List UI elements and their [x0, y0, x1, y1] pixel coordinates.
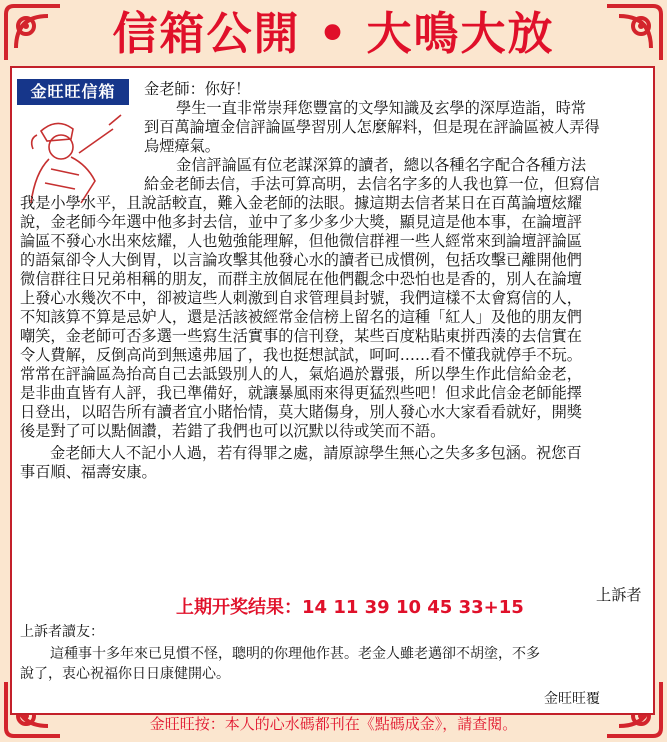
footer-text: 金旺旺按：本人的心水碼都刊在《點碼成金》，請查閱。	[144, 715, 524, 733]
letter-signature: 上訴者	[596, 586, 642, 604]
letter-line: 微信群往日兄弟相稱的朋友，而群主放個屁在他們觀念中恐怕也是香的，別人在論壇	[20, 270, 582, 288]
reply-signature: 金旺旺覆	[544, 691, 600, 707]
letter-line: 學生一直非常崇拜您豐富的文學知識及玄學的深厚造詣，時常	[176, 99, 587, 117]
letter-line: 不知該算不算是忌妒人，還是活該被經常金信榜上留名的這種「紅人」及他的朋友們	[20, 308, 582, 326]
letter-line: 金信評論區有位老謀深算的讀者，總以各種名字配合各種方法	[176, 156, 587, 174]
writer-illustration	[21, 109, 127, 205]
letter-line: 嘲笑，金老師可否多選一些寫生活實事的信刊登，某些百度粘貼東拼西湊的去信實在	[20, 327, 582, 345]
reply-line: 這種事十多年來已見慣不怪，聰明的你理他作甚。老金人雖老邁卻不胡塗，不多	[50, 646, 540, 662]
letter-line: 給金老師去信，手法可算高明，去信名字多的人我也算一位，但寫信	[144, 175, 600, 193]
page-title: 信箱公開 • 大鳴大放	[112, 7, 555, 60]
letter-line: 金老師大人不記小人過，若有得罪之處，請原諒學生無心之失多多包涵。祝您百	[50, 444, 582, 462]
letter-line: 常常在評論區為抬高自己去詆毀別人的人，氣焰過於囂張，所以學生作此信給金老，	[20, 365, 582, 383]
footer-note	[0, 712, 667, 736]
previous-draw-results: 上期开奖结果：14 11 39 10 45 33+15	[176, 597, 524, 618]
letter-salutation: 金老師：你好！	[144, 80, 251, 98]
reply-line: 說了，衷心祝福你日日康健開心。	[20, 666, 230, 682]
letter-line: 上發心水幾次不中，卻被這些人刺激到自求管理員封號，我們這樣不太會寫信的人，	[20, 289, 582, 307]
letter-line: 烏煙瘴氣。	[144, 137, 220, 155]
letter-line: 論區不發心水出來炫耀，人也勉強能理解，但他微信群裡一些人經常來到論壇評論區	[20, 232, 582, 250]
logo-title: 金旺旺信箱	[17, 79, 129, 105]
letter-line: 到百萬論壇金信評論區學習別人怎麼解料，但是現在評論區被人弄得	[144, 118, 600, 136]
letter-line: 令人費解，反倒高尚到無遠弗屆了，我也挺想試試，呵呵……看不懂我就停手不玩。	[20, 346, 582, 364]
letter-line: 說，金老師今年選中他多封去信，並中了多少多少大獎，顯見這是他本事，在論壇評	[20, 213, 582, 231]
column-logo	[17, 79, 129, 207]
letter-line: 是非曲直皆有人評，我已準備好，就讓暴風雨來得更猛烈些吧！但求此信金老師能擇	[20, 384, 582, 402]
letter-line: 我是小學水平，且說話較直，難入金老師的法眼。據這期去信者某日在百萬論壇炫耀	[20, 194, 582, 212]
letter-line: 日登出，以昭告所有讀者宜小賭怡情，莫大賭傷身，別人發心水大家看看就好，開獎	[20, 403, 582, 421]
reply-greeting: 上訴者讀友：	[20, 624, 104, 640]
letter-line: 後是對了可以點個讚，若錯了我們也可以沉默以待或笑而不語。	[20, 422, 446, 440]
letter-line: 事百順、福壽安康。	[20, 463, 157, 481]
letter-line: 的語氣卻令人大倒胃，以言論攻擊其他發心水的讀者已成慣例，包括攻擊已離開他們	[20, 251, 582, 269]
